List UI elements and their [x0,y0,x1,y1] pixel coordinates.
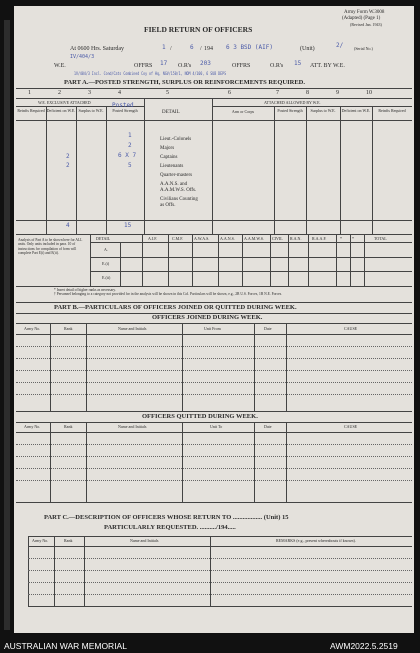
rank-civilians-cont: as Offs. [160,203,176,208]
rank-aans: A.A.N.S. and [160,182,188,187]
analysis-civil: CIVIL [272,236,283,241]
analysis-star2: * [352,236,354,241]
offrs-label: OFFRS [134,63,153,69]
date-day: 1 [162,44,166,51]
joined-cause: CAUSE [344,326,358,331]
analysis-awas: A.W.A.S. [194,236,210,241]
form-number: Army Form W.3008 [344,10,385,15]
total-posted: 15 [124,222,132,229]
we-label: W.E. [54,63,66,69]
detail-header: DETAIL [162,110,180,115]
header-deficient-att: Deficient on W.E. [341,108,371,113]
form-sheet: Army Form W.3008 (Adapted) (Page 1) (Revised Jan. 1943) FIELD RETURN OF OFFICERS At 0600 Hrs. Saturday 1 / 6 / 194 6 3 BSD (AIF) (Unit) 2/ (Serial No.) IV/404/3 W.E. OFFRS 17 O.R's 203 OFFRS O.R's 15 ATT. BY W.E. 1V/404/3 Incl. Cond/Cats Combined Coy of Hq, NGV/150/1, NOM 4/100, 6 SUB DEPS PART A.—POSTED STRENGTH, SURPLUS OR REINFORCEMENTS REQUIRED. 1 2 3 4 5 6 7 8 9 10 W.E. EXCLUSIVE ATTACHED ATTACHED ALLOWED BY W.E. DETAIL Reinfts Required Deficient on W.E. Surplus to W.E. Posted Strength Posted Arm or Corps Posted Strength Surplus to W.E. Deficient on W.E. Reinfts Required Lieut.-Colonels Majors Captains Lieutenants Quarter-masters A.A.N.S. and A.A.M.W.S. Offs. Civilians Counting as Offs. 1 2 6 X 7 5 2 2 4 15 Analysis of Part A to be shown here for ALL units. Only units included in para. 10 of instructions for compilation of form will complete Part E(i) and E(ii). DETAIL A.I.F. C.M.F. A.W.A.S. A.A.N.S. A.A.M.W.S. CIVIL R.A.N. R.A.A.F. * * TOTAL A. E.(i) E.(ii) * Insert detail of higher ranks as necessary. † Personnel belonging to a category not provided for in the analysis will be shown in this Col. Particulars will be shown, e.g., 2B U.S. Forces, 1B N.E. Forces. PART B.—PARTICULARS OF OFFICERS JOINED OR QUITTED DURING WEEK. OFFICERS JOINED DURING WEEK. Army No. Rank Name and Initials Unit From Date CAUSE OFFICERS QUITTED DURING WEEK. Army No. Rank Name and Initials Unit To Date CAUSE PART C.—DESCRIPTION OF OFFICERS WHOSE RETURN TO .................. (Unit) 15 PARTICULARLY REQUESTED. ........../194..... Army No. Rank Name and Initials REMARKS (e.g., present whereabouts if known). [14,6,414,633]
posted-lt-col: 1 [128,132,132,139]
offrs2-label: OFFRS [232,63,251,69]
form-revised: (Revised Jan. 1943) [350,22,382,27]
att-label: ATT. BY W.E. [310,63,345,69]
joined-name: Name and Initials [118,326,147,331]
analysis-aamws: A.A.M.W.S. [244,236,264,241]
form-title: FIELD RETURN OF OFFICERS [144,25,253,34]
col-num-7: 7 [276,90,279,96]
analysis-row-ei: E.(i) [102,261,110,266]
rank-aamws: A.A.M.W.S. Offs. [160,188,197,193]
or-label: O.R's [178,63,192,69]
footer-accession: AWM2022.5.2519 [330,641,398,651]
footer-bar [0,640,420,653]
header-deficient: Deficient on W.E. [46,108,76,113]
quitted-rank: Rank [64,424,73,429]
col-num-1: 1 [28,90,31,96]
quitted-cause: CAUSE [344,424,358,429]
analysis-row-eii: E.(ii) [102,275,111,280]
part-c-rank: Rank [64,538,73,543]
joined-army-no: Army No. [24,326,41,331]
posted-captains: 6 X 7 [118,152,137,159]
serial-label: (Serial No.) [354,46,373,51]
joined-rank: Rank [64,326,73,331]
quitted-name: Name and Initials [118,424,147,429]
joined-title: OFFICERS JOINED DURING WEEK. [152,314,263,321]
part-c-army-no: Army No. [32,538,49,543]
form-adapted: (Adapted) (Page 1) [342,16,381,21]
col-num-8: 8 [306,90,309,96]
part-a-title: PART A.—POSTED STRENGTH, SURPLUS OR REINFORCEMENTS REQUIRED. [64,79,305,86]
part-c-remarks: REMARKS (e.g., present whereabouts if known). [276,538,356,543]
col-num-4: 4 [118,90,121,96]
footer-credit: AUSTRALIAN WAR MEMORIAL [4,641,127,651]
col-num-6: 6 [228,90,231,96]
header-surplus: Surplus to W.E. [78,108,104,113]
col-num-10: 10 [366,90,372,96]
header-posted-att: Posted Strength [277,108,303,113]
serial-entry: 2/ [336,42,344,49]
posted-lieutenants: 5 [128,162,132,169]
deficient-lieutenants: 2 [66,162,70,169]
analysis-raaf: R.A.A.F. [312,236,327,241]
header-surplus-att: Surplus to W.E. [310,108,336,113]
we-excl-header: W.E. EXCLUSIVE ATTACHED [38,100,91,105]
binding-edge [4,20,10,630]
header-reinfts: Reinfts Required [17,108,45,113]
col-num-9: 9 [336,90,339,96]
analysis-cmf: C.M.F. [172,236,184,241]
we-entry: IV/404/3 [70,54,95,60]
typed-line: 1V/404/3 Incl. Cond/Cats Combined Coy of Hq, NGV/150/1, NOM 4/100, 6 SUB DEPS [74,71,227,76]
or2-value: 15 [294,60,302,67]
unit-label: (Unit) [300,46,315,52]
analysis-ran: R.A.N. [290,236,302,241]
footnote-2: † Personnel belonging to a category not provided for in the analysis will be shown in this Col. Particulars will be shown, e.g., 2B U.S. Forces, 1B N.E. Forces. [54,292,283,296]
col-num-2: 2 [58,90,61,96]
part-c-name: Name and Initials [130,538,159,543]
hrs-label: At 0600 Hrs. Saturday [70,46,124,52]
analysis-total: TOTAL [374,236,387,241]
quitted-army-no: Army No. [24,424,41,429]
quitted-date: Date [264,424,272,429]
attached-allowed-header: ATTACHED ALLOWED BY W.E. [264,100,321,105]
rank-majors: Majors [160,146,175,151]
analysis-note: Analysis of Part A to be shown here for ALL units. Only units included in para. 10 of instructions for compilation of form will complete Part E(i) and E(ii). [18,238,83,256]
rank-lieut-colonels: Lieut.-Colonels [160,137,192,142]
header-arm-corps: Arm or Corps [231,109,255,114]
quitted-unit-to: Unit To [210,424,223,429]
deficient-captains: 2 [66,153,70,160]
joined-unit-from: Unit From [204,326,221,331]
quitted-title: OFFICERS QUITTED DURING WEEK. [142,413,258,420]
handwritten-posted: Posted [112,102,134,109]
part-c-line2: PARTICULARLY REQUESTED. ........../194..... [104,524,236,531]
analysis-star1: * [340,236,342,241]
analysis-detail: DETAIL [96,236,111,241]
rank-lieutenants: Lieutenants [160,164,184,169]
analysis-aif: A.I.F. [148,236,158,241]
offrs-value: 17 [160,60,168,67]
or2-label: O.R's [270,63,284,69]
or-value: 203 [200,60,211,67]
col-num-5: 5 [166,90,169,96]
joined-date: Date [264,326,272,331]
header-reinfts-att: Reinfts Required [378,108,406,113]
footnote-1: * Insert detail of higher ranks as necessary. [54,288,116,292]
analysis-row-a: A. [104,247,108,252]
rank-quartermasters: Quarter-masters [160,173,193,178]
date-month: 6 [190,44,194,51]
part-b-title: PART B.—PARTICULARS OF OFFICERS JOINED OR QUITTED DURING WEEK. [54,304,297,311]
year-label: 194 [204,46,213,52]
rank-civilians: Civilians Counting [160,197,198,202]
posted-majors: 2 [128,142,132,149]
header-posted: Posted Strength [112,108,138,113]
rank-captains: Captains [160,155,178,160]
part-c-line1: PART C.—DESCRIPTION OF OFFICERS WHOSE RETURN TO .................. (Unit) 15 [44,514,289,521]
col-num-3: 3 [88,90,91,96]
analysis-aans: A.A.N.S. [220,236,235,241]
total-deficient: 4 [66,222,70,229]
unit-entry: 6 3 BSD (AIF) [226,44,273,51]
